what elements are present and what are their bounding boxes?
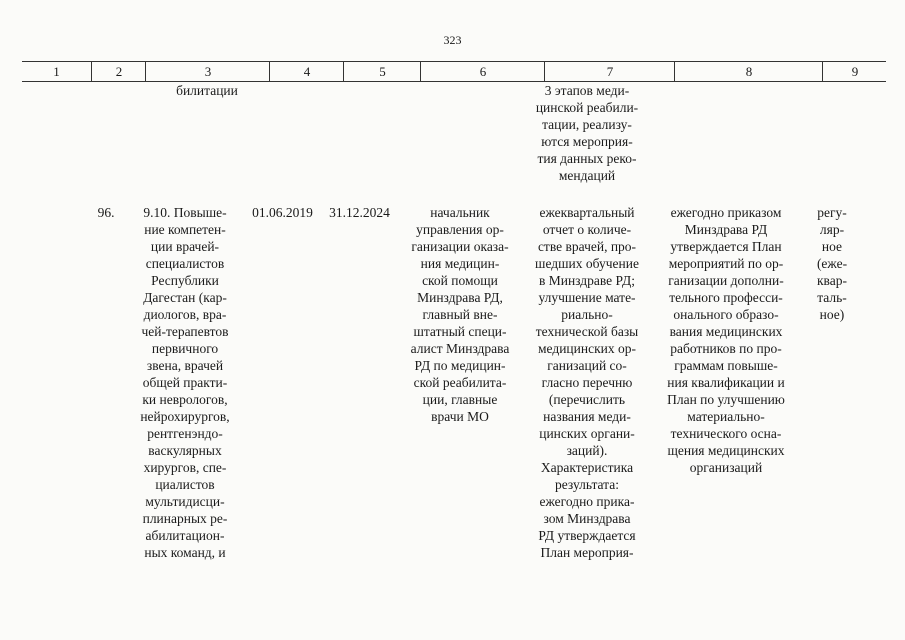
header-col-2: 2 — [91, 62, 146, 81]
header-col-4: 4 — [269, 62, 344, 81]
end-date: 31.12.2024 — [329, 205, 390, 220]
header-col-3: 3 — [145, 62, 270, 81]
measure-description: 9.10. Повыше- ние компетен- ции врачей- специалистов Республики Дагестан (кар- диологов, вра- чей-терапевтов первичного звена, врачей общей практи- ки неврологов, нейрохирургов, рентгенэндо- васкулярных хирургов, спе- циалистов мультидисци- плинарных ре- абилитацион- ных команд, и — [140, 205, 230, 560]
header-col-7: 7 — [544, 62, 675, 81]
header-col-6: 6 — [420, 62, 545, 81]
control-event: ежегодно приказом Минздрава РД утверждается План мероприятий по ор- ганизации дополни- тельного професси- онального образо- вания медицинских работников по про- граммам повыше- ния квалификации и План по улучшению материально- технического осна- щения медицинских организаций — [667, 205, 785, 475]
periodicity: регу- ляр- ное (еже- квар- таль- ное) — [816, 205, 848, 322]
row-number: 96. — [97, 205, 115, 220]
continuation-col-3: билитации — [176, 83, 238, 98]
responsible-executor: начальник управления ор- ганизации оказа- ния медицин- ской помощи Минздрава РД, главный вне- штатный специ- алист Минздрава РД по медицин- ской реабилита- ции, главные врачи МО — [410, 205, 510, 424]
result-characteristic: ежеквартальный отчет о количе- стве врачей, про- шедших обучение в Минздраве РД; улучшение мате- риально- технической базы медицинских ор- ганизаций со- гласно перечню (перечислить названия меди- цинских органи- заций). Характеристика результата: ежегодно прика- зом Минздрава РД утверждается План мероприя- — [535, 205, 639, 560]
continuation-col-7: 3 этапов меди- цинской реабили- тации, реализу- ются мероприя- тия данных реко- мендаций — [535, 83, 639, 183]
table-header-row — [22, 61, 886, 82]
header-col-8: 8 — [674, 62, 823, 81]
start-date: 01.06.2019 — [252, 205, 313, 220]
header-col-1: 1 — [53, 64, 60, 79]
page-number: 323 — [443, 33, 462, 47]
header-col-5: 5 — [343, 62, 421, 81]
header-col-9: 9 — [822, 62, 887, 81]
